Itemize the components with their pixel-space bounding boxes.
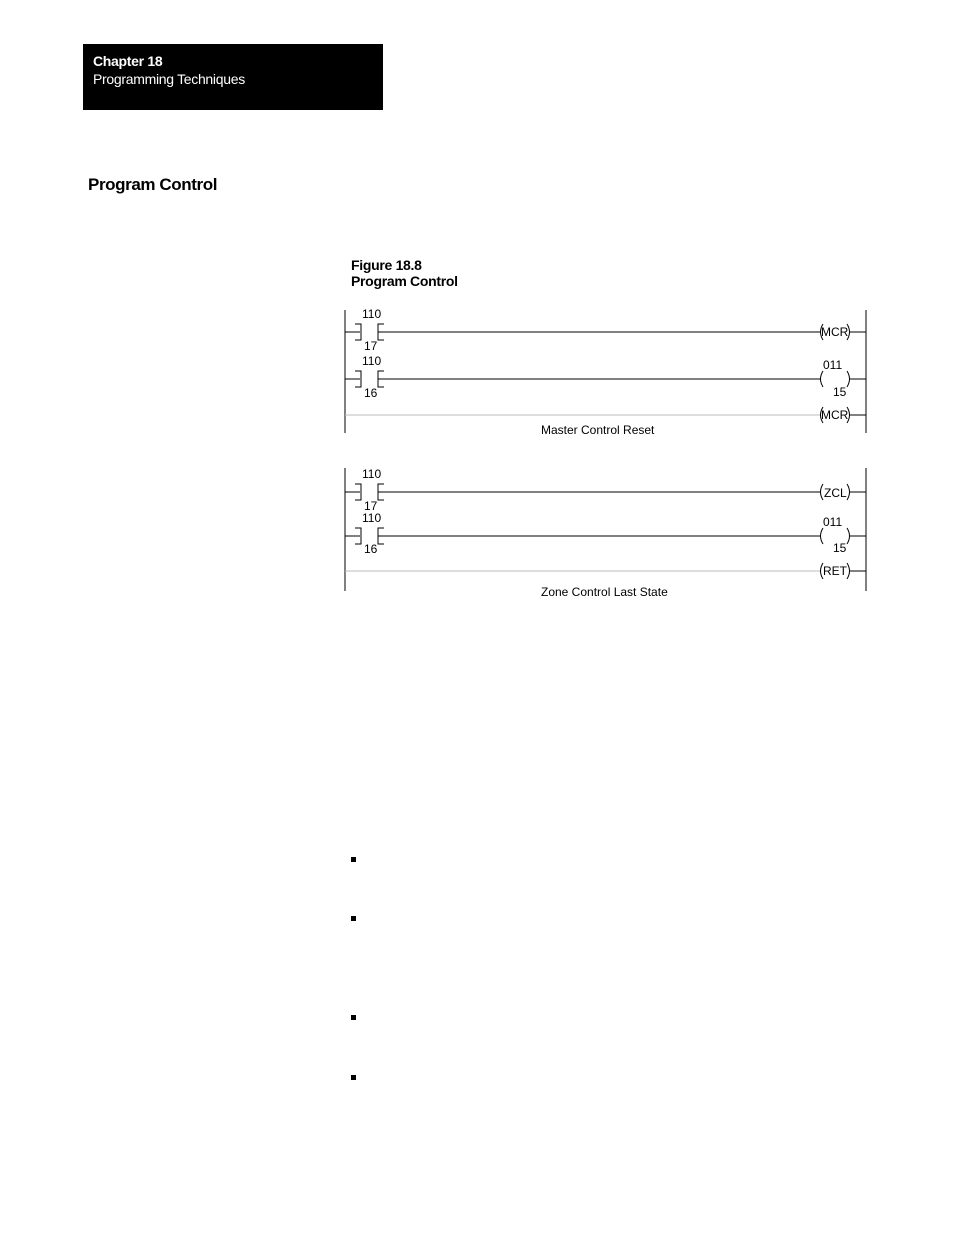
contact-bit: 16 — [364, 386, 378, 400]
contact-address: 110 — [362, 467, 382, 481]
chapter-title: Programming Techniques — [93, 71, 245, 87]
bullet-marker — [351, 857, 356, 862]
rung-2 — [345, 371, 866, 387]
bullet-marker — [351, 916, 356, 921]
contact-bit: 16 — [364, 542, 378, 556]
ladder-diagram-mcr — [345, 310, 866, 433]
output-instruction: RET — [823, 564, 847, 578]
output-bit: 15 — [833, 541, 847, 555]
output-address: 011 — [823, 515, 843, 529]
rung-2 — [345, 528, 866, 544]
contact-address: 110 — [362, 307, 382, 321]
bullet-marker — [351, 1015, 356, 1020]
diagram-caption: Zone Control Last State — [541, 585, 668, 599]
output-instruction: ZCL — [824, 486, 847, 500]
bullet-marker — [351, 1075, 356, 1080]
output-address: 011 — [823, 358, 843, 372]
section-title: Program Control — [88, 175, 218, 194]
rung-end — [345, 563, 866, 579]
contact-address: 110 — [362, 511, 382, 525]
contact-address: 110 — [362, 354, 382, 368]
output-bit: 15 — [833, 385, 847, 399]
diagram-caption: Master Control Reset — [541, 423, 655, 437]
contact-bit: 17 — [364, 499, 378, 513]
ladder-diagram-zcl — [345, 468, 866, 591]
rung-end — [345, 407, 866, 423]
chapter-number: Chapter 18 — [93, 53, 163, 69]
figure-title: Program Control — [351, 273, 458, 289]
rung-1 — [345, 324, 866, 340]
figure-number: Figure 18.8 — [351, 257, 422, 273]
contact-bit: 17 — [364, 339, 378, 353]
rung-1 — [345, 484, 866, 500]
output-instruction: MCR — [821, 408, 849, 422]
output-instruction: MCR — [821, 325, 849, 339]
